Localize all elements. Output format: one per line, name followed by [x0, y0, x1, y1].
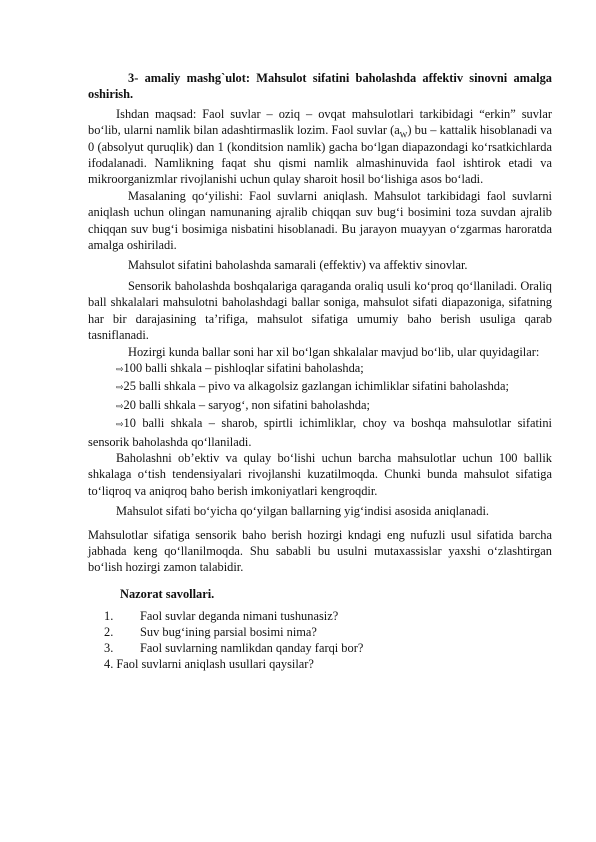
goal-text-part1: Ishdan maqsad: Faol suvlar – oziq – ovqat mahsulotlari tarkibidagi “erkin” suvlar bo‘lib, ularni namlik bilan adashtirmaslik lozim. Faol suvlar (a	[88, 106, 552, 138]
goal-subscript: W	[399, 130, 408, 140]
list-item	[88, 378, 552, 396]
question-text: Faol suvlarning namlikdan qanday farqi bor?	[140, 641, 364, 656]
list-item	[88, 397, 552, 415]
arrow-bullet-icon: ⇨	[116, 364, 124, 375]
list-item	[88, 415, 552, 450]
paragraph-objective: Baholashni ob’ektiv va qulay bo‘lishi uchun barcha mahsulotlar uchun 100 ballik shkalaga o‘tish tendensiyalari rivojlanshi kuzatilmoqda. Chunki bunda mahsulot sifatiga to‘liqroq va aniqroq baho berish imkoniyatlari kengroqdir.	[88, 450, 552, 498]
questions-list	[88, 608, 552, 672]
paragraph-sum: Mahsulot sifati bo‘yicha qo‘yilgan ballarning yig‘indisi asosida aniqlanadi.	[116, 504, 490, 519]
question-text: Faol suvlar deganda nimani tushunasiz?	[140, 609, 339, 624]
goal-text-part2: ) bu – kattalik hisoblanadi va 0 (absolyut quruqlik) dan 1 (konditsion namlik) gacha bo‘lgan diapazondagi ko‘rsatkichlarda ifodalanadi. Namlikning faqat shu qismi namlik almashinuvida faol ishtirok etadi va mikroorganizmlar rivojlanishi uchun qulay sharoit hosil bo‘lishiga asos bo‘ladi.	[88, 123, 552, 187]
document-body	[88, 70, 552, 672]
question-item	[88, 656, 552, 672]
arrow-bullet-icon: ⇨	[116, 401, 124, 412]
bullet-text: 20 balli shkala – saryog‘, non sifatini baholashda;	[123, 397, 370, 412]
question-number: 1.	[104, 609, 114, 624]
question-text: Suv bug‘ining parsial bosimi nima?	[140, 625, 317, 640]
practical-heading	[88, 70, 552, 103]
arrow-bullet-icon: ⇨	[116, 383, 124, 394]
question-item	[88, 624, 552, 640]
paragraph-scales-intro: Hozirgi kunda ballar soni har xil bo‘lgan shkalalar mavjud bo‘lib, ular quyidagilar:	[128, 344, 540, 359]
question-number: 3.	[104, 641, 114, 656]
bullet-text: 25 balli shkala – pivo va alkagolsiz gazlangan ichimliklar sifatini baholashda;	[123, 379, 509, 394]
paragraph-conclusion: Mahsulotlar sifatiga sensorik baho berish hozirgi kndagi eng nufuzli usul sifatida barcha jabhada keng qo‘llanilmoqda. Shu sababli bu usulni mutaxassislar yaxshi o‘zlashtirgan bo‘lish hozirgi zamon talabidir.	[88, 527, 552, 575]
question-number: 2.	[104, 625, 114, 640]
arrow-bullet-icon: ⇨	[116, 420, 124, 431]
questions-title: Nazorat savollari.	[120, 586, 215, 601]
list-item	[88, 360, 552, 378]
paragraph-sensory: Sensorik baholashda boshqalariga qaraganda oraliq usuli ko‘proq qo‘llaniladi. Oraliq ball shkalalari mahsulotni baholashdagi ballar soniga, mahsulot sifati diapazoniga, sifatning har bir darajasining ta’rifiga, mahsulot sifatiga umumiy baho berish usuliga qarab tasniflanadi.	[88, 278, 552, 343]
heading-label: 3- amaliy mashg`ulot:	[128, 71, 250, 85]
paragraph-subtitle: Mahsulot sifatini baholashda samarali (effektiv) va affektiv sinovlar.	[128, 258, 468, 273]
bullet-text: 100 balli shkala – pishloqlar sifatini baholashda;	[123, 360, 364, 375]
question-item	[88, 640, 552, 656]
paragraph-task: Masalaning qo‘yilishi: Faol suvlarni aniqlash. Mahsulot tarkibidagi faol suvlarni aniqlash uchun olingan namunaning ajralib chiqqan suv bug‘i bosimini toza suvdan ajralib chiqqan suv bug‘i bosimiga nisbatini hisoblanadi. Bu jarayon muayyan o‘zgarmas haroratda amalga oshiriladi.	[88, 188, 552, 253]
question-text: 4. Faol suvlarni aniqlash usullari qaysilar?	[104, 657, 314, 672]
bullet-text: 10 balli shkala – sharob, spirtli ichimliklar, choy va boshqa mahsulotlar sifatini sensorik baholashda qo‘llaniladi.	[88, 416, 552, 449]
paragraph-goal	[88, 106, 552, 188]
question-item	[88, 608, 552, 624]
heading-title: Mahsulot sifatini baholashda affektiv sinovni amalga oshirish.	[88, 71, 552, 102]
